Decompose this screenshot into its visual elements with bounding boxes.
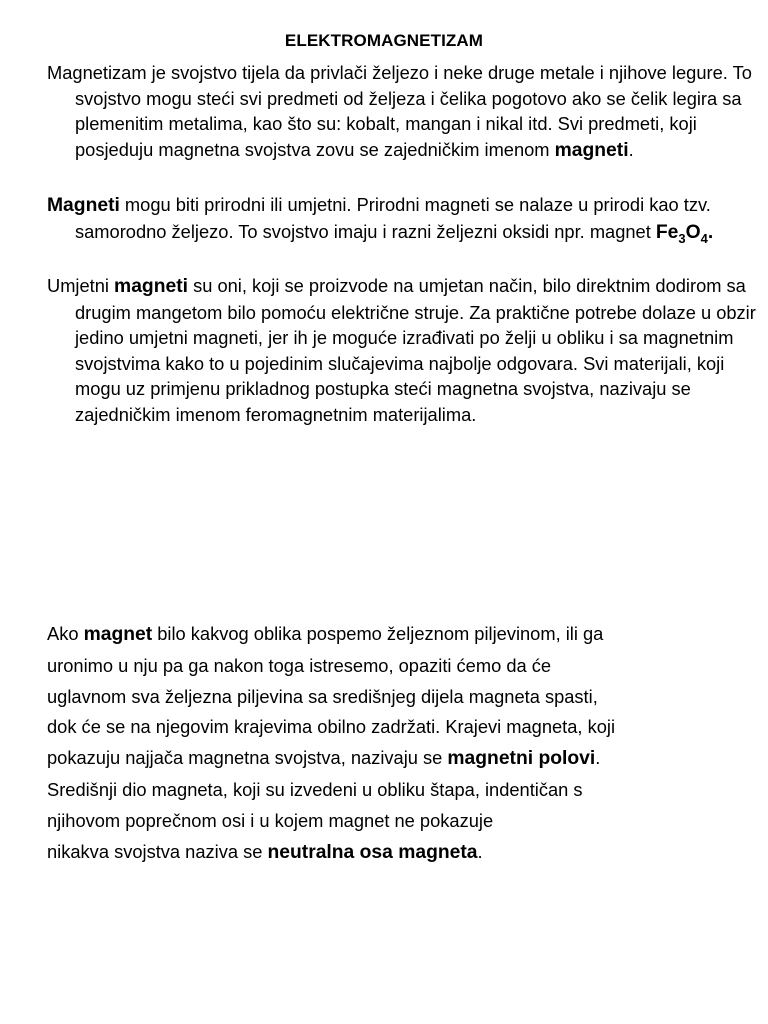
paragraph-umjetni-magneti bbox=[47, 273, 765, 428]
text-line: uronimo u nju pa ga nakon toga istresemo, opaziti ćemo da će bbox=[47, 654, 552, 676]
paragraph-end: . bbox=[628, 138, 634, 160]
line-text: Ako bbox=[47, 623, 84, 644]
text-line: uglavnom sva željezna piljevina sa središnjeg dijela magneta spasti, bbox=[47, 685, 598, 707]
paragraph-text: mogu biti prirodni ili umjetni. Prirodni magneti se nalaze u prirodi kao tzv. samorodno željezo. To svojstvo imaju i razni željezni oksidi npr. magnet bbox=[75, 194, 711, 242]
line-text: nikakva svojstva naziva se bbox=[47, 840, 268, 862]
bold-term-magneti: magneti bbox=[114, 276, 188, 297]
paragraph-magneti bbox=[47, 192, 765, 245]
bold-term-magnet: magnet bbox=[83, 624, 153, 645]
line-text: bilo kakvog oblika pospemo željeznom piljevinom, ili ga bbox=[152, 623, 604, 644]
text-line bbox=[47, 619, 737, 651]
formula-fe: Fe bbox=[655, 221, 679, 243]
paragraph-text: su oni, koji se proizvode na umjetan način, bilo direktnim dodirom sa drugim mangetom bilo pomoću električne struje. Za praktične potrebe dolaze u obzir jedino umjetni magneti, jer ih je moguće izrađivati po želji u obliku i sa magnetnim svojstvima kako to u pojedinim slučajevima najbolje odgovara. Svi materijali, koji mogu uz primjenu prikladnog postupka steći magnetna svojstva, nazivaju se zajedničkim imenom feromagnetnim materijalima. bbox=[75, 275, 756, 425]
paragraph-start: Umjetni bbox=[47, 275, 115, 296]
formula-subscript-3: 3 bbox=[678, 230, 686, 246]
line-text: pokazuju najjača magnetna svojstva, nazivaju se bbox=[47, 747, 448, 769]
bold-term-neutralna-osa: neutralna osa magneta bbox=[267, 841, 478, 863]
formula-subscript-4: 4 bbox=[700, 230, 708, 246]
text-line bbox=[47, 837, 737, 869]
bold-term-magneti-start: Magneti bbox=[47, 195, 120, 216]
line-text: . bbox=[595, 747, 601, 769]
paragraph-text: Magnetizam je svojstvo tijela da privlači željezo i neke druge metale i njihove legure. To svojstvo mogu steći svi predmeti od željeza i čelika pogotovo ako se čelik legira sa plemenitim metalima, kao što su: kobalt, mangan i nikal itd. Svi predmeti, koji posjeduju magnetna svojstva zovu se zajedničkim imenom bbox=[47, 62, 752, 160]
formula-end: . bbox=[707, 221, 714, 243]
text-line: Središnji dio magneta, koji su izvedeni u obliku štapa, indentičan s bbox=[47, 778, 583, 800]
paragraph-magnetni-polovi bbox=[47, 619, 737, 868]
page-title: ELEKTROMAGNETIZAM bbox=[284, 31, 484, 50]
paragraph-magnetizam bbox=[47, 60, 765, 163]
formula-o: O bbox=[685, 221, 701, 243]
text-line bbox=[47, 743, 737, 775]
text-line: dok će se na njegovim krajevima obilno zadržati. Krajevi magneta, koji bbox=[47, 716, 616, 738]
text-line: njihovom poprečnom osi i u kojem magnet ne pokazuje bbox=[47, 809, 494, 831]
chemical-formula bbox=[655, 221, 714, 246]
bold-term-magneti: magneti bbox=[554, 139, 629, 161]
line-text: . bbox=[477, 840, 483, 862]
bold-term-magnetni-polovi: magnetni polovi bbox=[447, 748, 596, 770]
